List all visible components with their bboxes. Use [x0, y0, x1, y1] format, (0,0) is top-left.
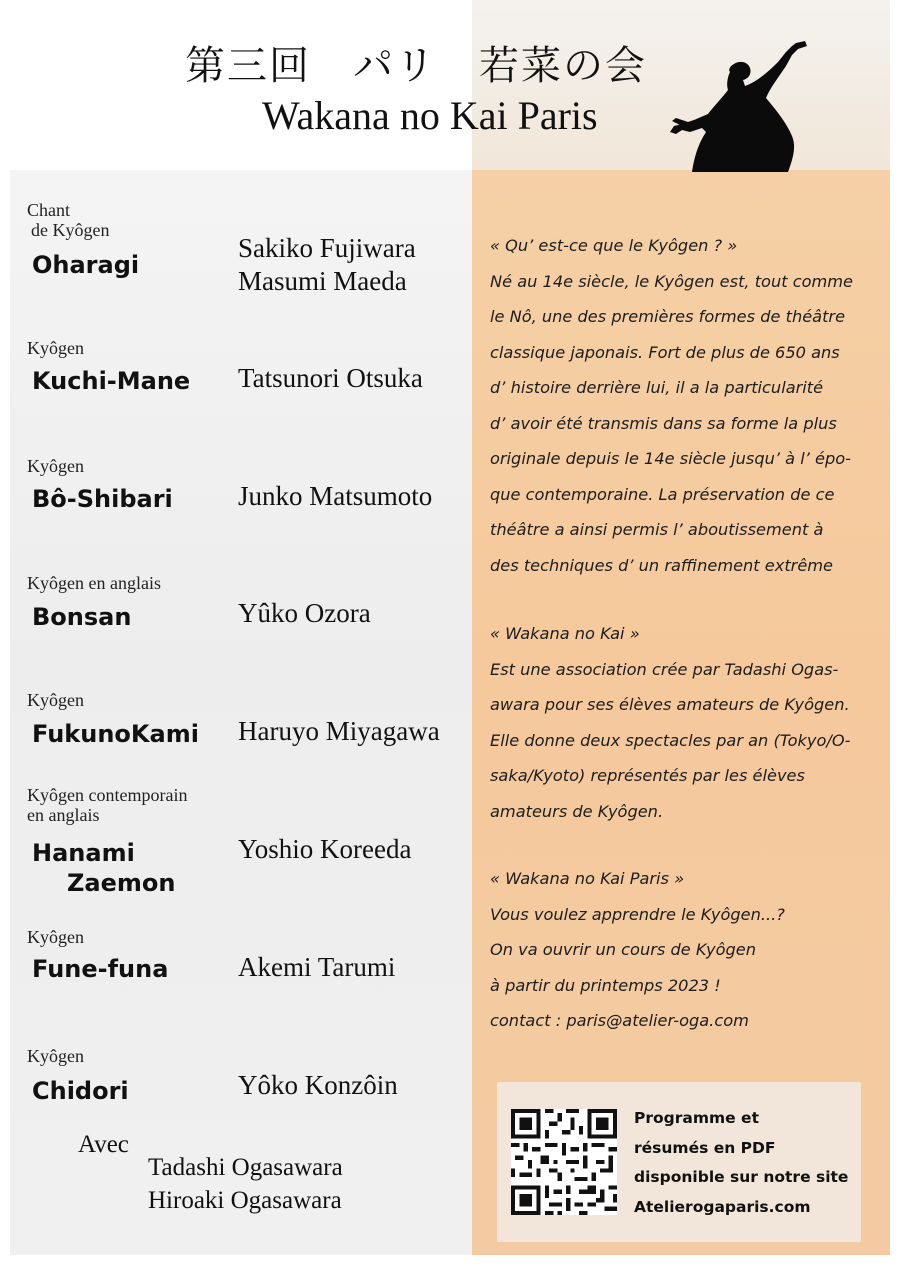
with-name: Tadashi Ogasawara: [148, 1154, 343, 1181]
genre-label: Kyôgen contemporain en anglais: [27, 785, 188, 825]
qr-card: [497, 1082, 861, 1242]
performer-name: Yôko Konzôin: [238, 1070, 398, 1100]
qr-caption: Programme et résumés en PDF disponible sur notre site Atelierogaparis.com: [634, 1104, 848, 1222]
play-title: FukunoKami: [32, 720, 199, 748]
genre-label: Chant de Kyôgen: [27, 200, 110, 240]
genre-label: Kyôgen: [27, 338, 84, 358]
play-title: Oharagi: [32, 251, 140, 279]
dancer-silhouette-icon: [668, 40, 810, 172]
performer-name: Yoshio Koreeda: [238, 834, 412, 864]
about-wakana-section: « Wakana no Kai » Est une association crée par Tadashi Ogas- awara pour ses élèves amateurs de Kyôgen. Elle donne deux spectacles par an (Tokyo/O- saka/Kyoto) représentés par les élèves amateurs de Kyôgen.: [490, 624, 851, 821]
performer-name: Haruyo Miyagawa: [238, 716, 440, 746]
genre-label: Kyôgen: [27, 456, 84, 476]
performer-name: Junko Matsumoto: [238, 481, 433, 511]
about-paris-section: « Wakana no Kai Paris » Vous voulez apprendre le Kyôgen...? On va ouvrir un cours de Kyôgen à partir du printemps 2023 ! contact : paris@atelier-oga.com: [490, 861, 875, 1039]
about-kyogen-section: « Qu’ est-ce que le Kyôgen ? » Né au 14e siècle, le Kyôgen est, tout comme le Nô, une des premières formes de théâtre classique japonais. Fort de plus de 650 ans d’ histoire derrière lui, il a la particularité d’ avoir été transmis dans sa forme la plus originale depuis le 14e siècle jusqu’ à l’ épo- que contemporaine. La préservation de ce théâtre a ainsi permis l’ aboutissement à des techniques d’ un raffinement extrême: [490, 236, 854, 575]
with-label: Avec: [78, 1131, 129, 1158]
performer-name: Sakiko Fujiwara: [238, 233, 416, 263]
performer-name: Masumi Maeda: [238, 266, 407, 296]
title-japanese: 第三回 パリ 若菜の会: [185, 43, 647, 89]
play-title: Fune-funa: [32, 955, 169, 983]
genre-label: Kyôgen en anglais: [27, 573, 161, 593]
play-title: Hanami: [32, 839, 135, 867]
contact-email[interactable]: contact : paris@atelier-oga.com: [490, 1011, 749, 1030]
qr-code-icon[interactable]: [511, 1108, 617, 1216]
genre-label: Kyôgen: [27, 690, 84, 710]
website-link[interactable]: Atelierogaparis.com: [634, 1197, 811, 1216]
genre-label: Kyôgen: [27, 927, 84, 947]
performer-name: Akemi Tarumi: [238, 952, 396, 982]
performer-name: Yûko Ozora: [238, 598, 371, 628]
genre-label: Kyôgen: [27, 1046, 84, 1066]
play-title: Bonsan: [32, 603, 132, 631]
play-title: Zaemon: [67, 869, 176, 897]
performer-name: Tatsunori Otsuka: [238, 363, 423, 393]
play-title: Bô-Shibari: [32, 485, 173, 513]
title-english: Wakana no Kai Paris: [262, 93, 598, 138]
with-name: Hiroaki Ogasawara: [148, 1187, 342, 1214]
play-title: Chidori: [32, 1077, 129, 1105]
play-title: Kuchi-Mane: [32, 367, 191, 395]
